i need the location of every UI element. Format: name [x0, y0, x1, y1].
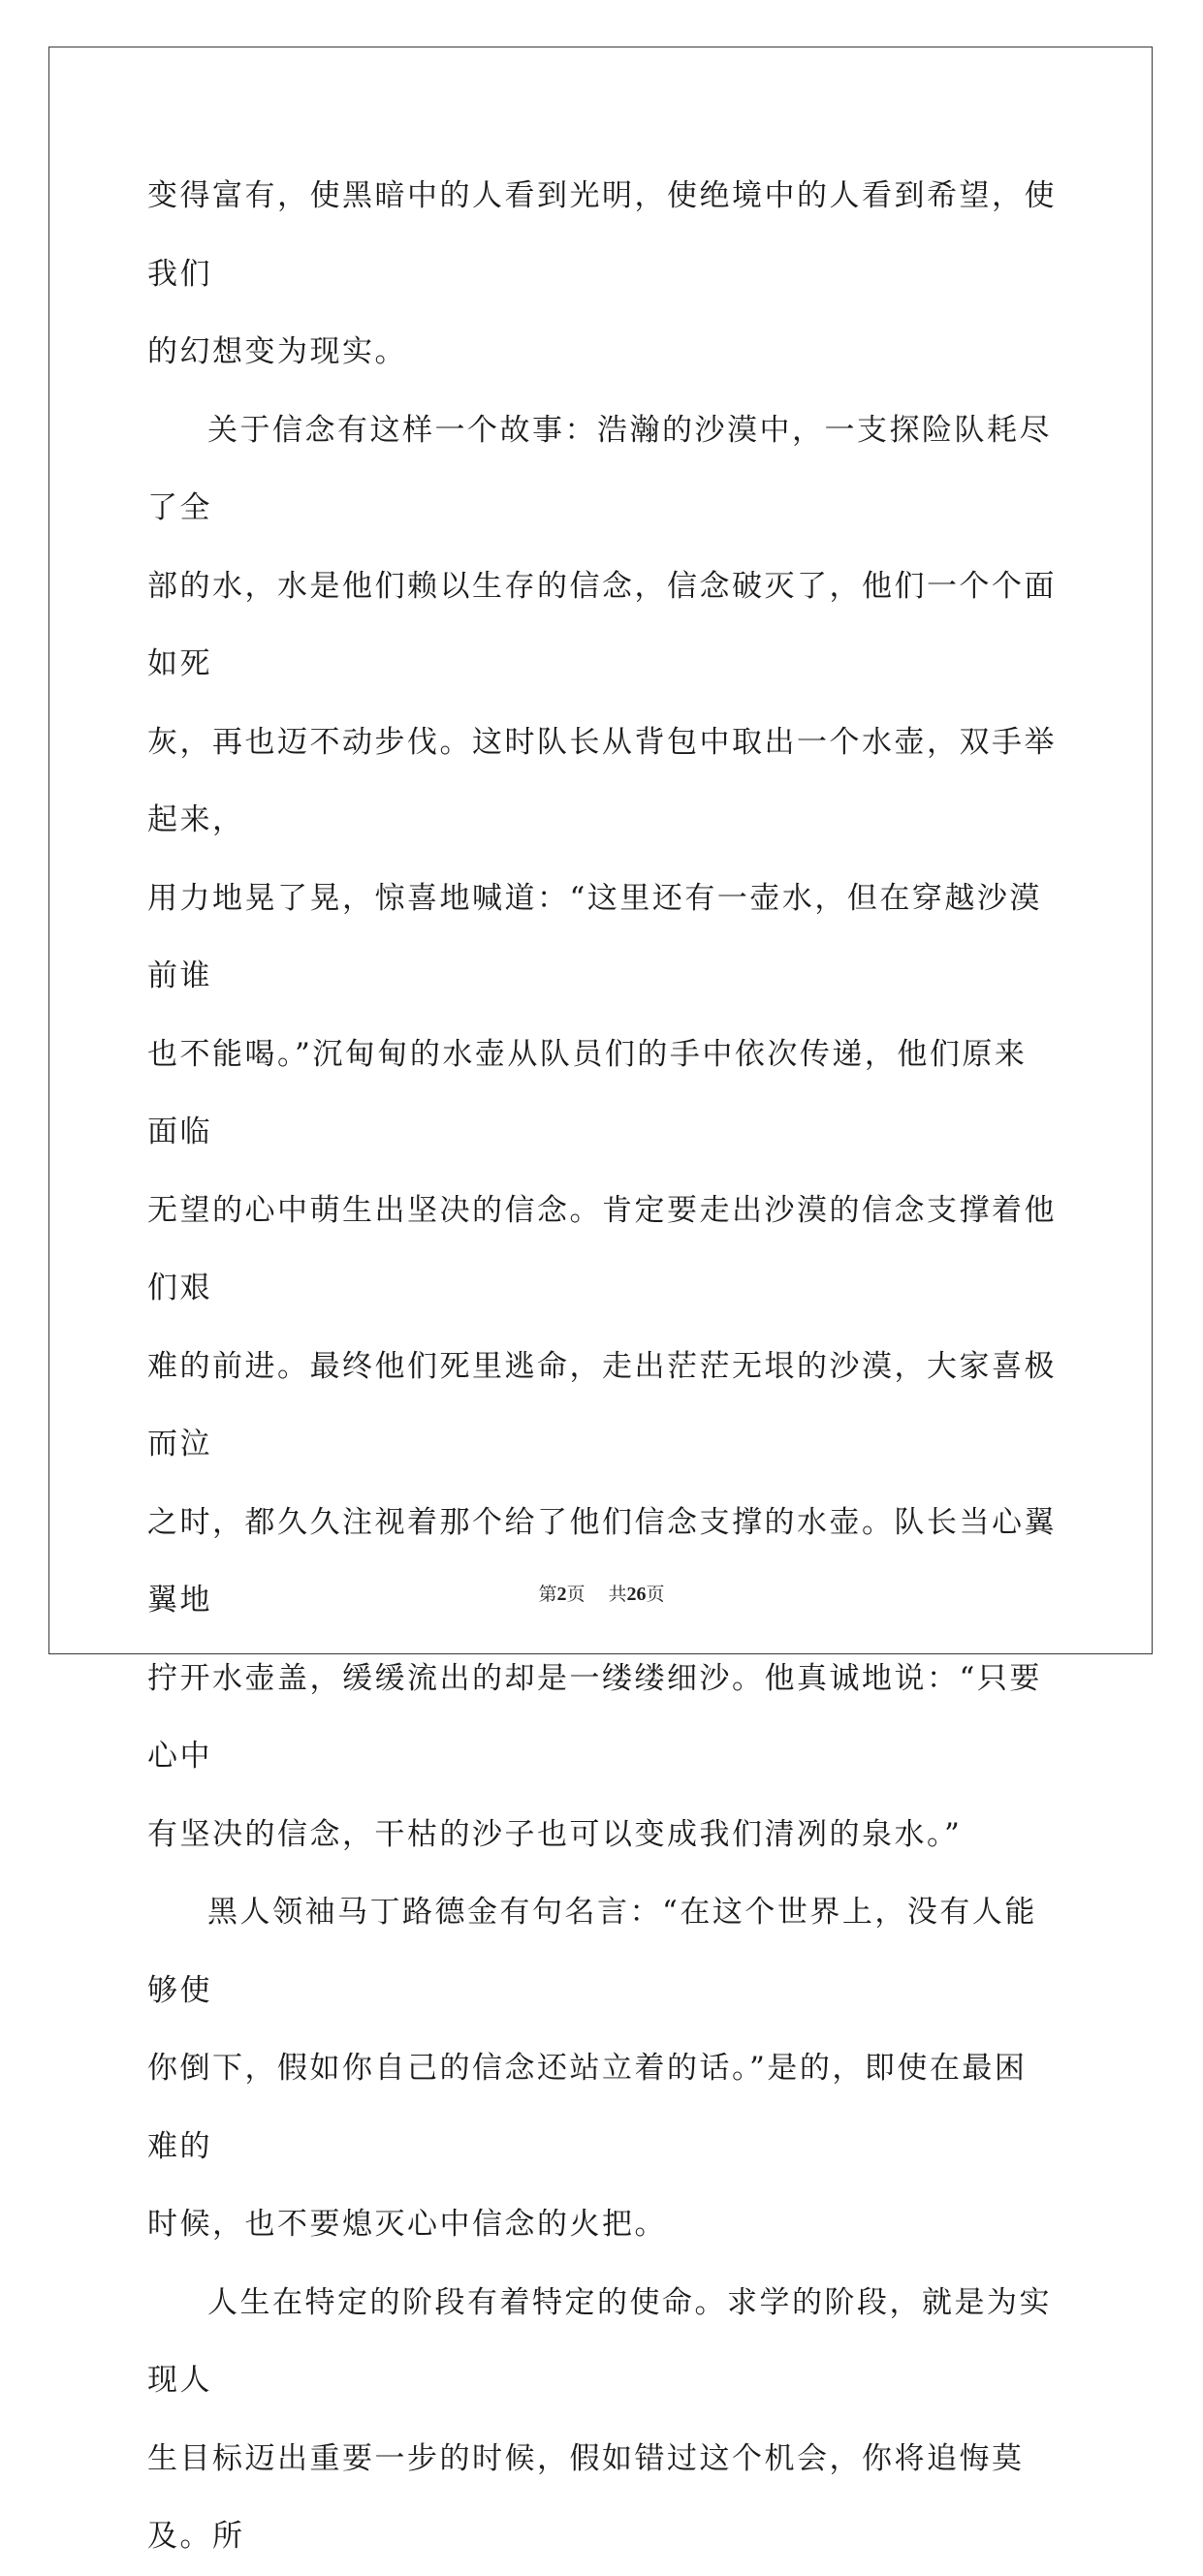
text-line: 无望的心中萌生出坚决的信念。肯定要走出沙漠的信念支撑着他们艰: [147, 1192, 1057, 1305]
text-line: 用力地晃了晃，惊喜地喊道：“这里还有一壶水，但在穿越沙漠前谁: [147, 880, 1042, 993]
text-line: 有坚决的信念，干枯的沙子也可以变成我们清冽的泉水。”: [147, 1816, 963, 1852]
footer-prefix: 第: [538, 1585, 557, 1605]
text-line: 也不能喝。”沉甸甸的水壶从队员们的手中依次传递，他们原来面临: [147, 1036, 1028, 1149]
text-line: 生目标迈出重要一步的时候，假如错过这个机会，你将追悔莫及。所: [147, 2440, 1025, 2554]
text-line: 变得富有，使黑暗中的人看到光明，使绝境中的人看到希望，使我们: [147, 178, 1057, 292]
footer-total-prefix: 共: [608, 1585, 627, 1605]
paragraph-2: [147, 392, 1059, 1874]
text-line: 拧开水壶盖，缓缓流出的却是一缕缕细沙。他真诚地说：“只要心中: [147, 1660, 1042, 1774]
text-line: 灰，再也迈不动步伐。这时队长从背包中取出一个水壶，双手举起来，: [147, 724, 1057, 837]
footer-total-suffix: 页: [646, 1585, 665, 1605]
footer-page-suffix: 页: [566, 1585, 586, 1605]
text-line: 之时，都久久注视着那个给了他们信念支撑的水壶。队长当心翼翼地: [147, 1504, 1057, 1618]
current-page-number: 2: [556, 1584, 567, 1605]
paragraph-4: [147, 2264, 1059, 2576]
text-line: 的幻想变为现实。: [147, 334, 407, 369]
text-line: 黑人领袖马丁路德金有句名言：“在这个世界上，没有人能够使: [147, 1895, 1037, 2008]
text-line: 人生在特定的阶段有着特定的使命。求学的阶段，就是为实现人: [147, 2284, 1052, 2398]
total-pages-number: 26: [626, 1584, 647, 1605]
text-line: 部的水，水是他们赖以生存的信念，信念破灭了，他们一个个面如死: [147, 568, 1057, 681]
page-footer: [0, 1580, 1203, 1606]
text-line: 你倒下，假如你自己的信念还站立着的话。”是的，即使在最困难的: [147, 2051, 1028, 2164]
paragraph-1: [147, 157, 1059, 392]
text-line: 难的前进。最终他们死里逃命，走出茫茫无垠的沙漠，大家喜极而泣: [147, 1348, 1057, 1461]
text-line: 关于信念有这样一个故事：浩瀚的沙漠中，一支探险队耗尽了全: [147, 412, 1052, 525]
document-body: [147, 157, 1059, 2576]
paragraph-3: [147, 1873, 1059, 2264]
text-line: 时候，也不要熄灭心中信念的火把。: [147, 2207, 667, 2242]
